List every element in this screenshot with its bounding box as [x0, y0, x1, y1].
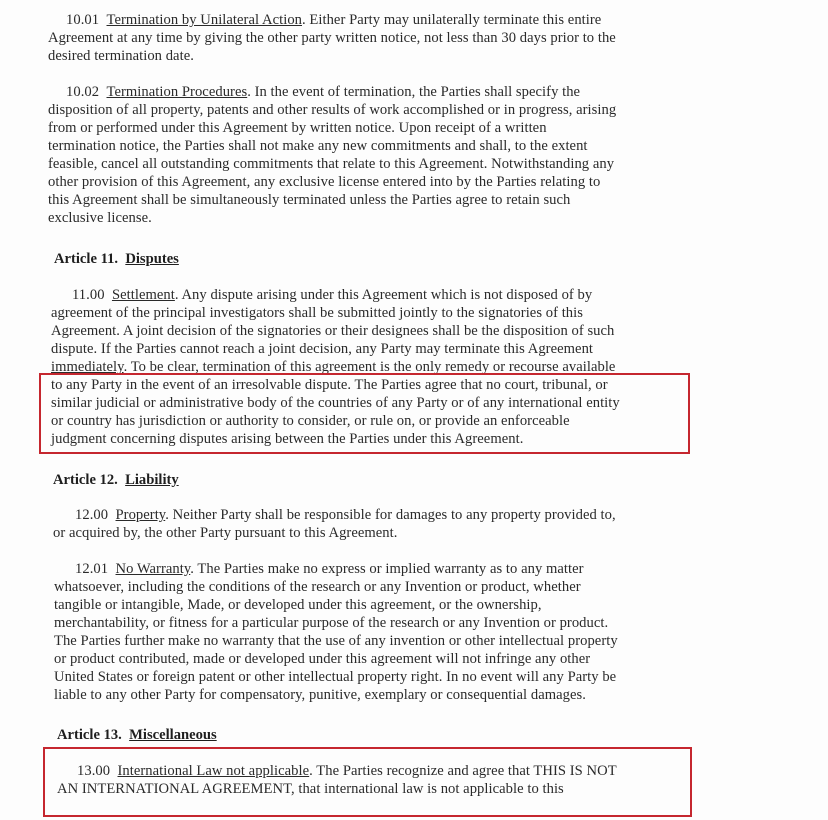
underlined-word: immediately: [51, 359, 124, 375]
section-text: . To be clear, termination of this agreement is the only remedy or recourse available: [123, 359, 616, 375]
section-text: . Either Party may unilaterally terminate this entire: [302, 12, 602, 28]
section-12-01-line-4: merchantability, or fitness for a particular purpose of the research or any Invention or product.: [54, 615, 609, 631]
section-10-01-line-1: [66, 11, 601, 29]
section-10-01-line-2: Agreement at any time by giving the other party written notice, not less than 30 days prior to the: [48, 30, 616, 46]
section-12-01-line-6: or product contributed, made or developed under this agreement will not infringe any other: [54, 651, 591, 667]
section-10-02-line-2: disposition of all property, patents and other results of work accomplished or in progress, arising: [48, 102, 617, 118]
section-12-01-line-1: [75, 560, 584, 578]
section-11-00-line-1: [72, 286, 592, 304]
section-title: Termination by Unilateral Action: [106, 12, 303, 28]
article-title: Miscellaneous: [129, 727, 217, 743]
section-11-00-line-6: to any Party in the event of an irresolvable dispute. The Parties agree that no court, tribunal, or: [51, 377, 608, 393]
section-number: 10.01: [66, 12, 100, 28]
section-11-00-line-7: similar judicial or administrative body of the countries of any Party or of any international entity: [51, 395, 620, 411]
highlight-box-dispute-clause: [39, 373, 690, 454]
highlight-box-international-law: [43, 747, 692, 817]
section-title: International Law not applicable: [117, 763, 310, 779]
section-title: Settlement: [111, 287, 175, 303]
article-11-heading: [54, 250, 179, 268]
article-12-heading: [53, 471, 179, 489]
article-label: Article 12.: [53, 472, 118, 488]
section-10-02-line-1: [66, 83, 580, 101]
section-text: . In the event of termination, the Parties shall specify the: [247, 84, 581, 100]
section-12-01-line-7: United States or foreign patent or other intellectual property right. In no event will any Party be: [54, 669, 617, 685]
section-12-01-line-3: tangible or intangible, Made, or developed under this agreement, or the ownership,: [54, 597, 542, 613]
section-title: Property: [115, 507, 166, 523]
article-title: Disputes: [125, 251, 179, 267]
section-number: 12.01: [75, 561, 109, 577]
section-11-00-line-3: Agreement. A joint decision of the signatories or their designees shall be the disposition of such: [51, 323, 615, 339]
section-number: 10.02: [66, 84, 100, 100]
section-text: . The Parties recognize and agree that THIS IS NOT: [309, 763, 617, 779]
section-12-00-line-1: [75, 506, 616, 524]
section-10-02-line-5: feasible, cancel all outstanding commitments that relate to this Agreement. Notwithstanding any: [48, 156, 615, 172]
section-13-00-line-2: AN INTERNATIONAL AGREEMENT, that international law is not applicable to this: [57, 781, 564, 797]
section-number: 12.00: [75, 507, 109, 523]
section-11-00-line-8: or country has jurisdiction or authority to consider, or rule on, or provide an enforceable: [51, 413, 570, 429]
section-12-01-line-5: The Parties further make no warranty that the use of any invention or other intellectual property: [54, 633, 618, 649]
section-title: No Warranty: [115, 561, 191, 577]
section-12-01-line-2: whatsoever, including the conditions of the research or any Invention or product, whether: [54, 579, 581, 595]
section-11-00-line-2: agreement of the principal investigators shall be submitted jointly to the signatories of this: [51, 305, 583, 321]
section-10-02-line-7: this Agreement shall be simultaneously terminated unless the Parties agree to retain such: [48, 192, 571, 208]
section-text: . Neither Party shall be responsible for damages to any property provided to,: [165, 507, 616, 523]
article-title: Liability: [125, 472, 179, 488]
section-12-01-line-8: liable to any other Party for compensatory, punitive, exemplary or consequential damages.: [54, 687, 586, 703]
section-10-01-line-3: desired termination date.: [48, 48, 194, 64]
section-11-00-line-9: judgment concerning disputes arising between the Parties under this Agreement.: [51, 431, 524, 447]
section-10-02-line-6: other provision of this Agreement, any exclusive license entered into by the Parties relating to: [48, 174, 601, 190]
section-11-00-line-4: dispute. If the Parties cannot reach a joint decision, any Party may terminate this Agreement: [51, 341, 594, 357]
section-number: 13.00: [77, 763, 111, 779]
article-label: Article 11.: [54, 251, 119, 267]
section-10-02-line-3: from or performed under this Agreement by written notice. Upon receipt of a written: [48, 120, 547, 136]
section-title: Termination Procedures: [106, 84, 248, 100]
article-label: Article 13.: [57, 727, 122, 743]
section-10-02-line-8: exclusive license.: [48, 210, 152, 226]
section-12-00-line-2: or acquired by, the other Party pursuant to this Agreement.: [53, 525, 398, 541]
article-13-heading: [57, 726, 217, 744]
section-10-02-line-4: termination notice, the Parties shall not make any new commitments and shall, to the extent: [48, 138, 588, 154]
section-text: . The Parties make no express or implied warranty as to any matter: [190, 561, 584, 577]
section-number: 11.00: [72, 287, 105, 303]
section-text: . Any dispute arising under this Agreement which is not disposed of by: [174, 287, 593, 303]
